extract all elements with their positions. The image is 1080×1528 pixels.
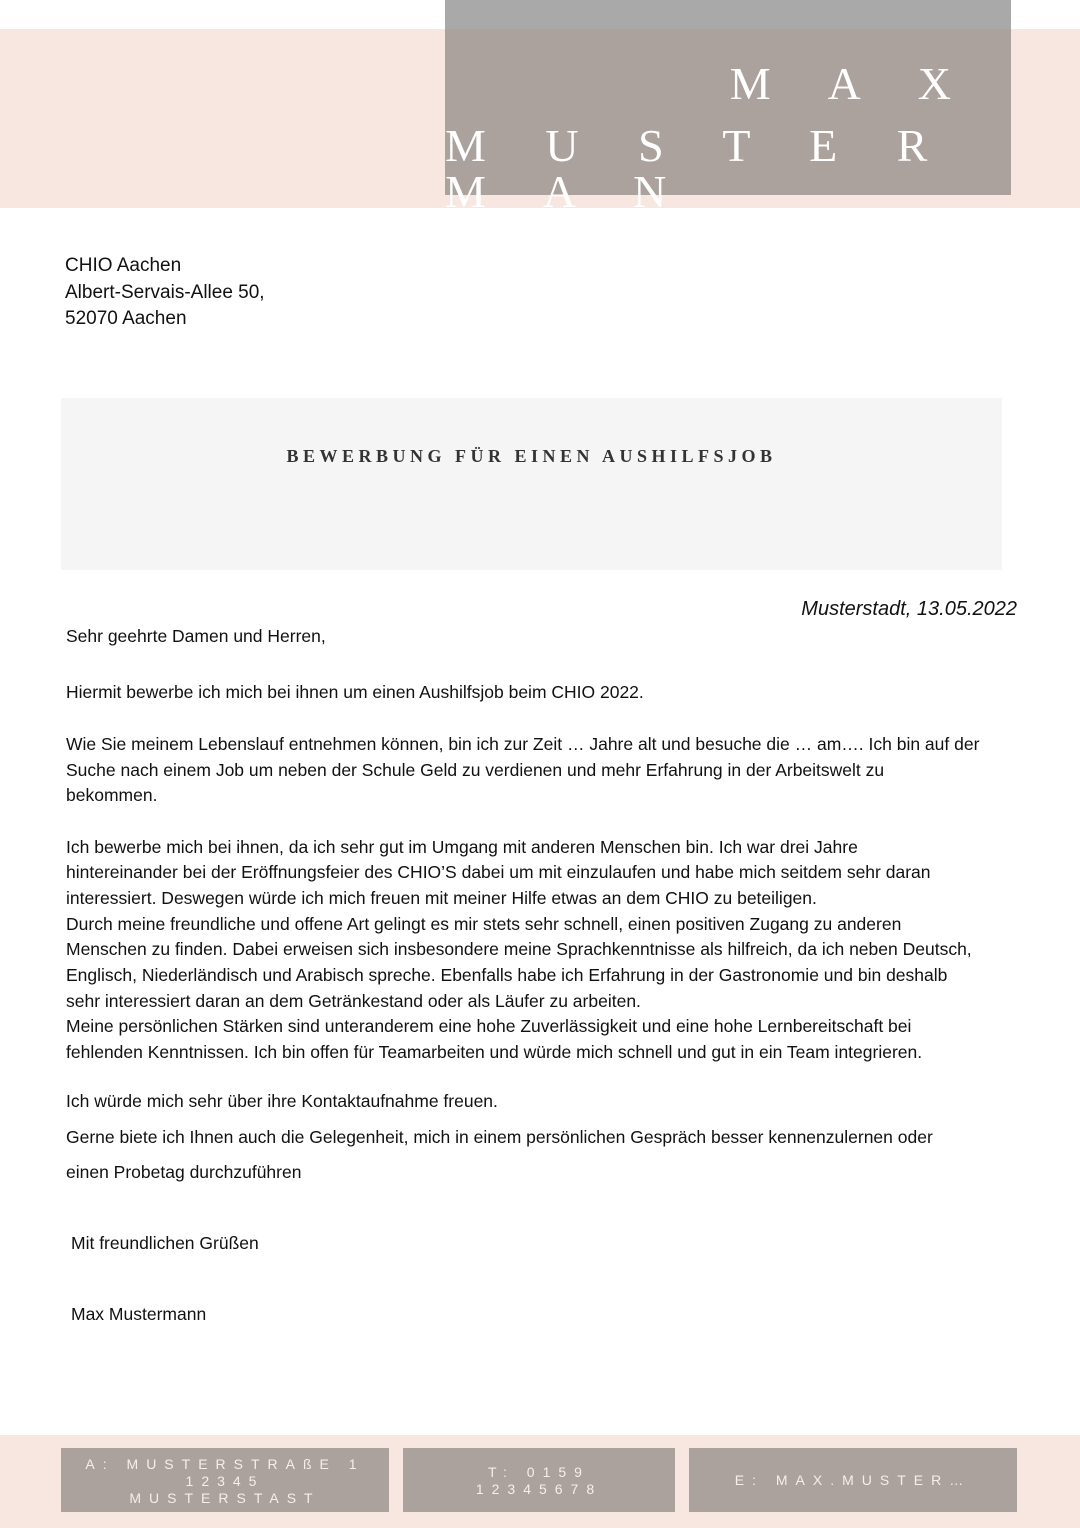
recipient-city: 52070 Aachen <box>65 308 187 329</box>
subject-box <box>61 398 1002 570</box>
recipient-street: Albert-Servais-Allee 50, <box>65 281 265 303</box>
address-zip: 12345 <box>185 1473 265 1489</box>
paragraph-line: einen Probetag durchzuführen <box>66 1162 302 1182</box>
footer-phone <box>403 1448 675 1512</box>
phone-number: 12345678 <box>475 1481 603 1497</box>
paragraph-line: fehlenden Kenntnissen. Ich bin offen für Teamarbeiten und würde mich schnell und gut in ein Team integrieren. <box>66 1042 923 1062</box>
subject-line: BEWERBUNG FÜR EINEN AUSHILFSJOB <box>286 446 777 466</box>
name-box <box>445 29 1011 217</box>
paragraph-line: sehr interessiert daran an dem Getränkestand oder als Läufer zu arbeiten. <box>66 991 641 1011</box>
closing: Mit freundlichen Grüßen <box>71 1233 259 1253</box>
header-grey-strip <box>445 0 1011 29</box>
paragraph-line: Menschen zu finden. Dabei erweisen sich insbesondere meine Sprachkenntnisse als hilfreich, da ich neben Deutsch, <box>66 939 972 959</box>
footer-address <box>61 1448 389 1512</box>
paragraph-contact: Ich würde mich sehr über ihre Kontaktaufnahme freuen. <box>66 1091 498 1111</box>
paragraph-line: Englisch, Niederländisch und Arabisch spreche. Ebenfalls habe ich Erfahrung in der Gastronomie und bin deshalb <box>66 965 948 985</box>
email-address: E: MAX.MUSTER… <box>734 1472 972 1488</box>
paragraph-line: Durch meine freundliche und offene Art gelingt es mir stets sehr schnell, einen positiven Zugang zu anderen <box>66 914 902 934</box>
first-name: M A X <box>729 58 975 109</box>
address-street: A: MUSTERSTRAßE 1 <box>85 1456 365 1472</box>
signature: Max Mustermann <box>71 1304 207 1324</box>
phone-prefix: T: 0159 <box>488 1464 590 1480</box>
paragraph-line: Wie Sie meinem Lebenslauf entnehmen können, bin ich zur Zeit … Jahre alt und besuche die … am…. Ich bin auf der <box>66 734 980 754</box>
letter-date: Musterstadt, 13.05.2022 <box>801 598 1017 620</box>
paragraph-intro: Hiermit bewerbe ich mich bei ihnen um einen Aushilfsjob beim CHIO 2022. <box>66 682 644 702</box>
salutation: Sehr geehrte Damen und Herren, <box>66 626 326 646</box>
footer-email <box>689 1448 1017 1512</box>
paragraph-line: hintereinander bei der Eröffnungsfeier des CHIO’S dabei um mit einzulaufen und habe mich seitdem sehr daran <box>66 862 931 882</box>
address-city: MUSTERSTAST <box>129 1490 321 1506</box>
paragraph-line: Gerne biete ich Ihnen auch die Gelegenheit, mich in einem persönlichen Gespräch besser kennenzulernen oder <box>66 1127 933 1147</box>
paragraph-line: Suche nach einem Job um neben der Schule Geld zu verdienen und mehr Erfahrung in der Arbeitswelt zu <box>66 760 885 780</box>
paragraph-line: Ich bewerbe mich bei ihnen, da ich sehr gut im Umgang mit anderen Menschen bin. Ich war drei Jahre <box>66 837 858 857</box>
paragraph-line: interessiert. Deswegen würde ich mich freuen mit meiner Hilfe etwas an dem CHIO zu beteiligen. <box>66 888 817 908</box>
recipient-address <box>65 253 265 333</box>
recipient-name: CHIO Aachen <box>65 255 182 276</box>
paragraph-line: Meine persönlichen Stärken sind unteranderem eine hohe Zuverlässigkeit und eine hohe Lernbereitschaft bei <box>66 1016 912 1036</box>
paragraph-line: bekommen. <box>66 785 158 805</box>
last-name: M U S T E R M A N <box>445 120 952 217</box>
